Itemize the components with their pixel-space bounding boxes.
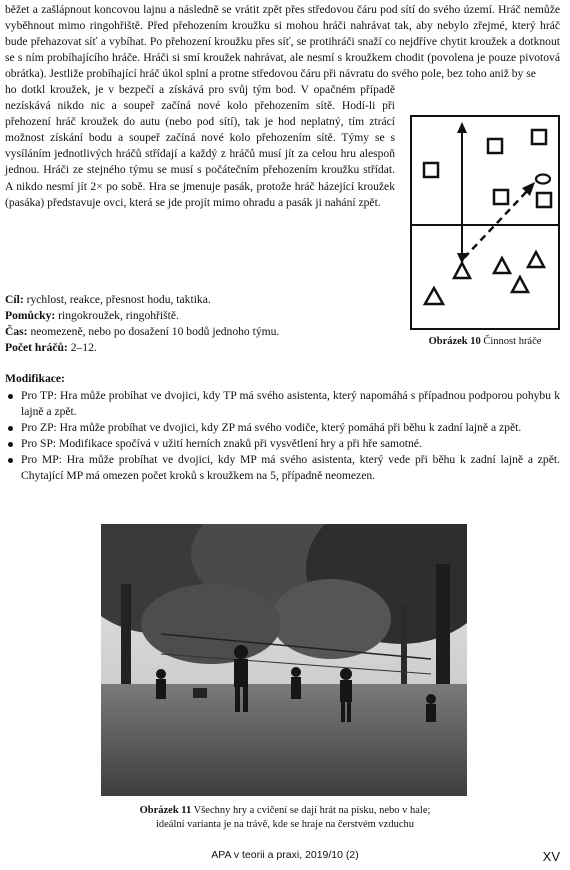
list-item: Pro ZP: Hra může probíhat ve dvojici, kdy ZP má svého vodiče, který pomáhá při běhu k zadní lajně a zpět. [5, 420, 560, 436]
figure-11-label: Obrázek 11 [139, 805, 192, 816]
square-player [424, 163, 438, 177]
figure-11-text-1: Všechny hry a cvičení se dají hrát na písku, nebo v hale; [193, 805, 431, 816]
list-item: Pro MP: Hra může probíhat ve dvojici, kdy MP má svého asistenta, který vede při běhu k zadní lajně a zpět. Chytající MP má omezen počet kroků s kroužkem na 5, případně neomezen. [5, 452, 560, 484]
goal-text: rychlost, reakce, přesnost hodu, taktika. [26, 293, 211, 306]
park-photo-image [101, 524, 467, 796]
meta-goal [5, 292, 395, 308]
tools-text: ringokroužek, ringohřiště. [58, 309, 179, 322]
triangle-player [494, 258, 510, 273]
meta-tools [5, 308, 395, 324]
modifications-list [5, 388, 560, 485]
body-paragraph-1: běžet a zašlápnout koncovou lajnu a následně se vrátit zpět přes středovou čáru pod sítí do svého území. Hráč nemůže vyběhnout mimo ringohřiště. Před přehozením kroužku si mohou hráči nahrávat tak, aby nebylo zřejmé, který hráč bude přehazovat síť a vybíhat. Po přehození kroužku přes síť, se protihráči snaží co nejdříve chytit kroužek a dotknout se s ním probíhajícího hráče. Hráči si smí kroužek nahrávat, ale nesmí s kroužkem chodit (povolena je pouze pivotová obrátka). Jestliže probíhající hráč úkol splní a protne středovou čáru při návratu do svého pole, bez toho aniž by se [5, 3, 560, 81]
time-label: Čas: [5, 325, 28, 338]
list-item: Pro SP: Modifikace spočívá v užití herních znaků při vysvětlení hry a při hře samotné. [5, 436, 560, 452]
figure-10-text: Činnost hráče [483, 336, 542, 347]
figure-11-photo [101, 524, 467, 796]
modifications-heading: Modifikace: [5, 372, 65, 385]
goal-label: Cíl: [5, 293, 24, 306]
triangle-player [512, 277, 528, 292]
players-text: 2–12. [70, 341, 97, 354]
list-item: Pro TP: Hra může probíhat ve dvojici, kdy TP má svého asistenta, který napomáhá s případnou podporou pohybu k lajně a zpět. [5, 388, 560, 420]
time-text: neomezeně, nebo po dosažení 10 bodů jednoho týmu. [30, 325, 280, 338]
square-player [488, 139, 502, 153]
triangle-player [528, 252, 544, 267]
figure-11-text-2: ideální varianta je na trávě, kde se hraje na čerstvém vzduchu [155, 819, 414, 830]
triangle-player [454, 263, 470, 278]
meta-time [5, 324, 395, 340]
tools-label: Pomůcky: [5, 309, 56, 322]
square-player [537, 193, 551, 207]
throw-path-line [464, 189, 529, 258]
players-label: Počet hráčů: [5, 341, 68, 354]
meta-players [5, 340, 395, 356]
arrow-up-icon [457, 122, 467, 133]
ring-icon [536, 175, 550, 184]
journal-citation: APA v teorii a praxi, 2019/10 (2) [211, 849, 359, 861]
figure-10-caption [410, 336, 560, 347]
page-footer [0, 849, 570, 865]
square-player [494, 190, 508, 204]
page-number: XV [542, 849, 560, 864]
figure-10-diagram [410, 115, 560, 330]
figure-10-label: Obrázek 10 [428, 336, 481, 347]
triangle-player [425, 288, 443, 304]
square-player [532, 130, 546, 144]
player-activity-diagram [412, 117, 558, 328]
body-paragraph-2: ho dotkl kroužek, je v bezpečí a získává pro svůj tým bod. V opačném případě nezískává nikdo nic a soupeř začíná nové kolo přehozením sítě. Hodí-li při přehození hráč kroužek do autu (nebo pod sítí), tak je hod neplatný, tím ztrácí možnost získání bodu a soupeř začíná nové kolo přehozením sítě. Týmy se s vysíláním jednotlivých hráčů střídají a každý z hráčů musí jít za celou hru alespoň jednou. Hráči ze stejného týmu se musí s počátečním přehozením kroužku střídat. A nikdo nesmí jít 2× po sobě. Hra se jmenuje pasák, protože hráč házející kroužek (pasáka) představuje ovci, která se jde projít mimo ohradu a pasák ji nahání zpět. [5, 83, 395, 209]
figure-11-caption [80, 804, 490, 832]
